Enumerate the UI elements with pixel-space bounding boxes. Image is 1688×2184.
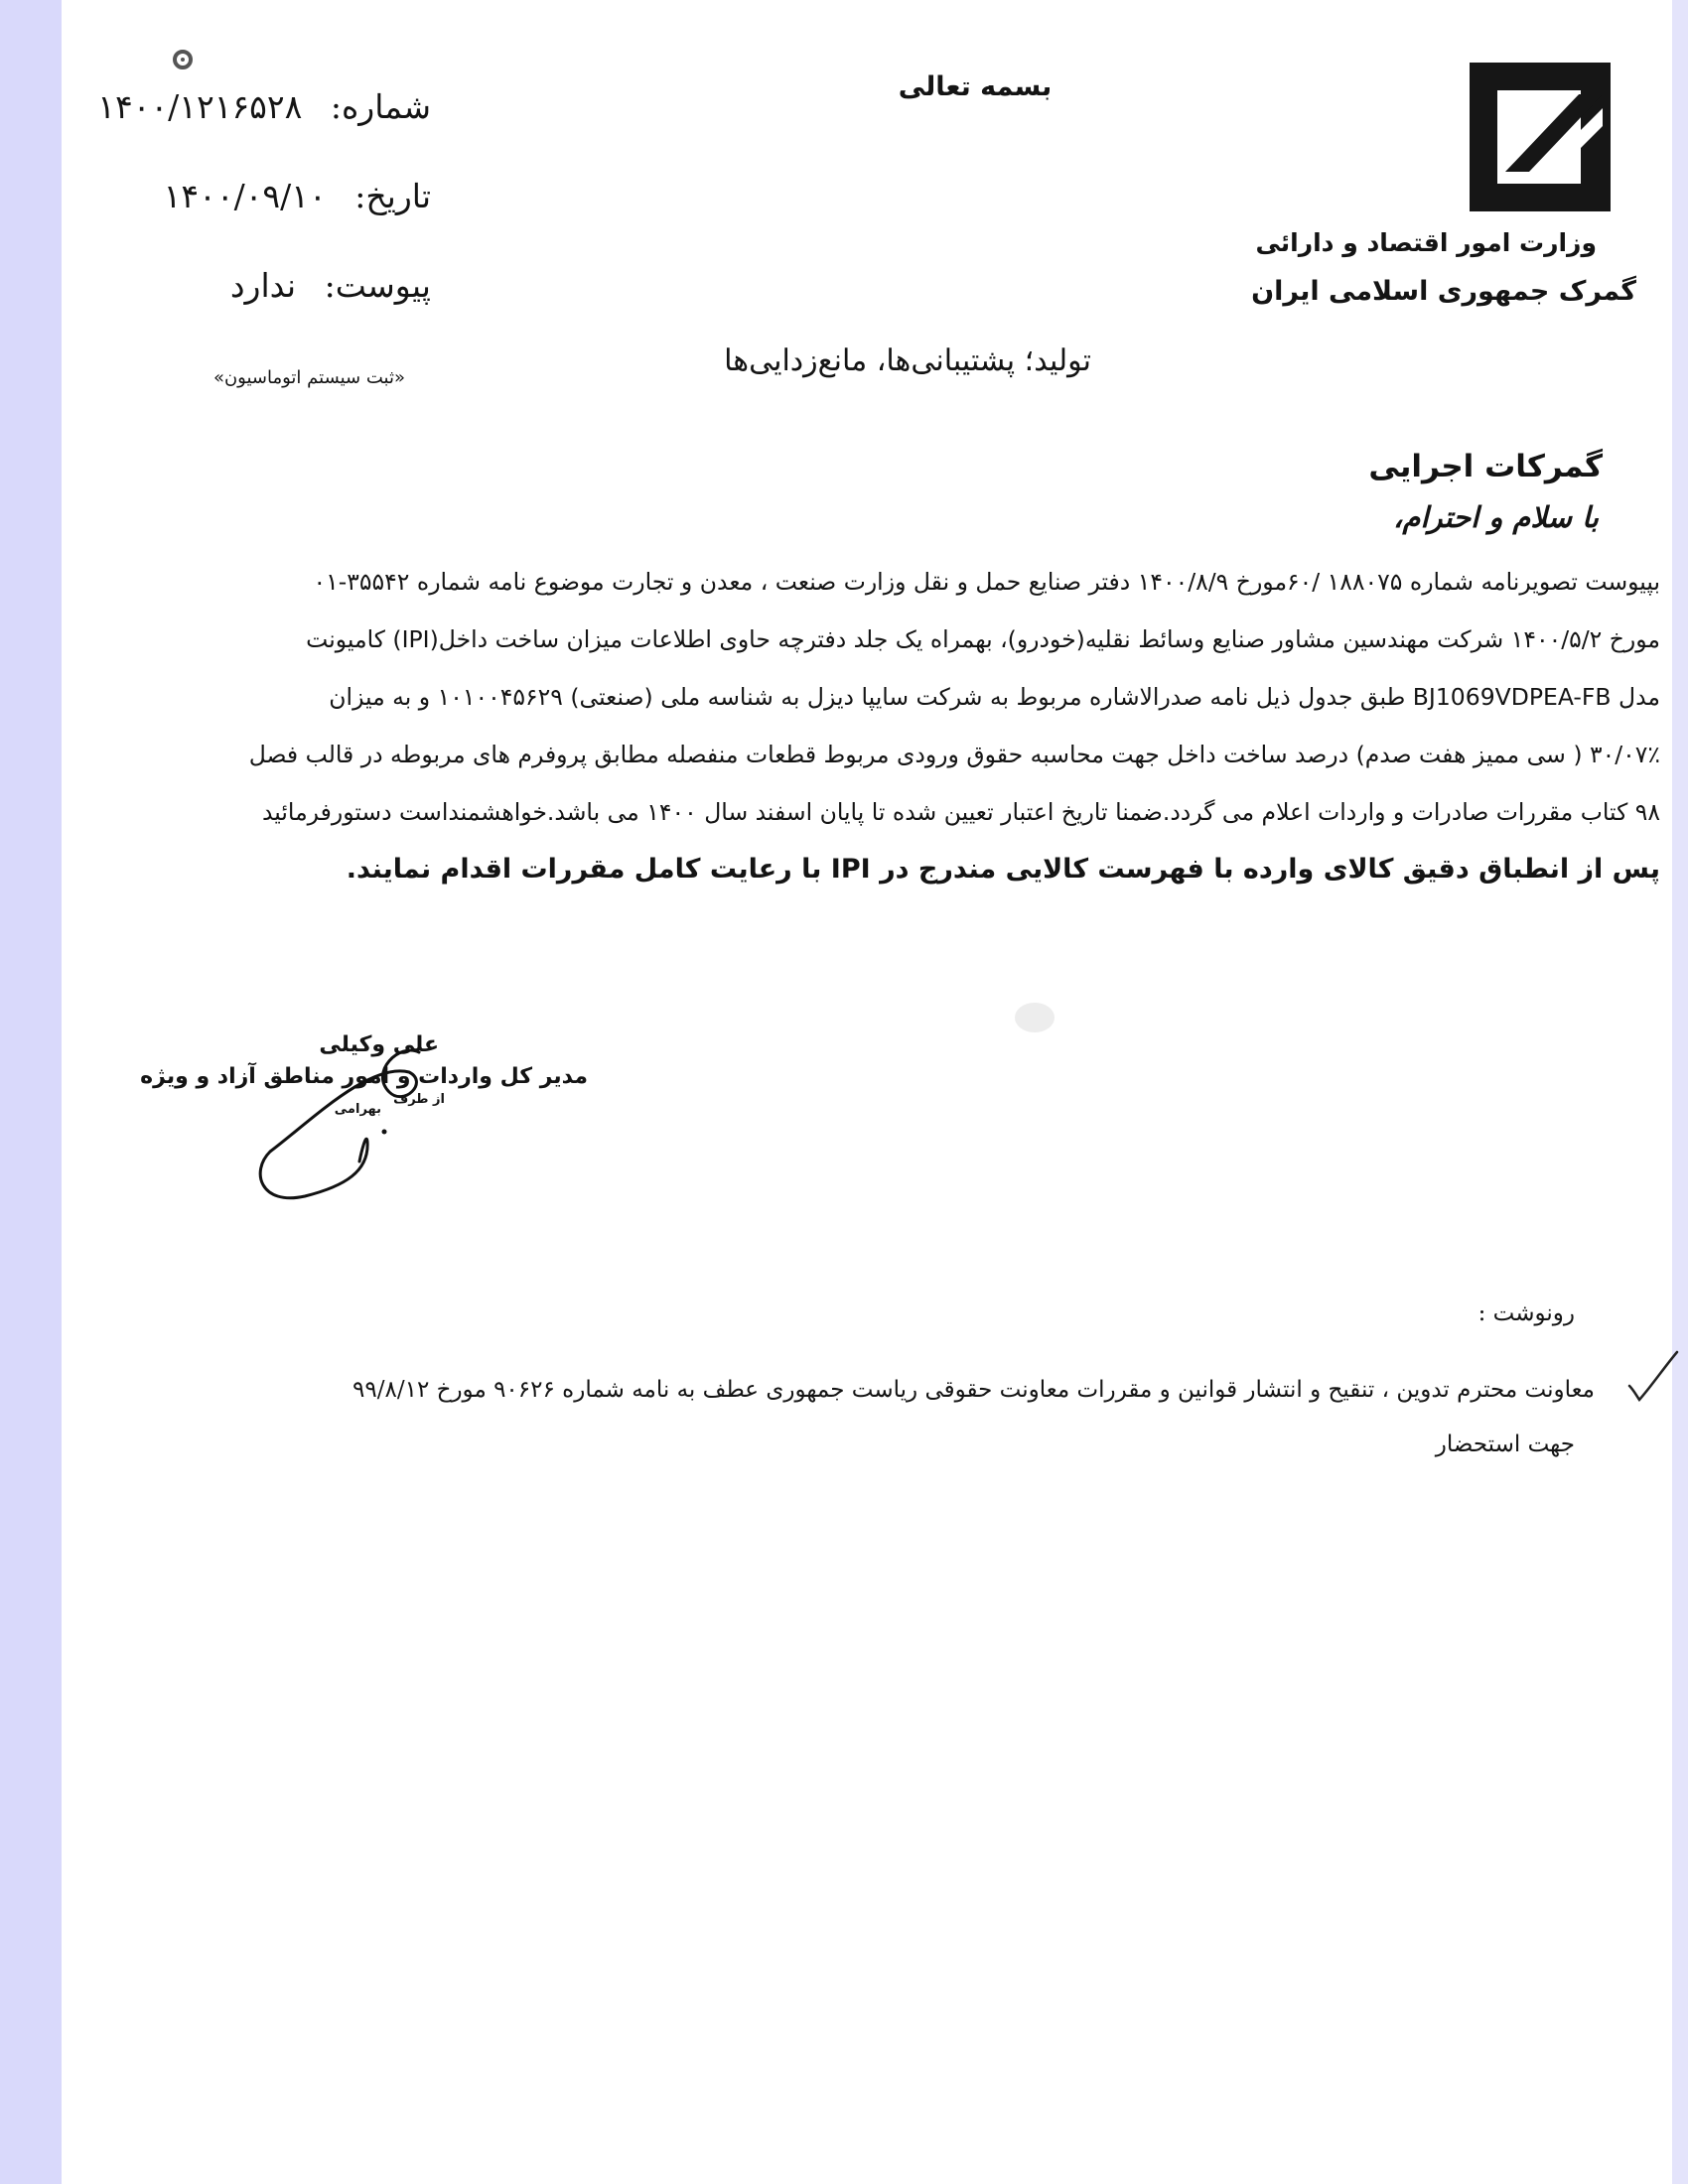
recipient: گمرکات اجرایی bbox=[1368, 449, 1603, 484]
greeting: با سلام و احترام، bbox=[1393, 500, 1599, 534]
body-line: مورخ ۱۴۰۰/۵/۲ شرکت مهندسین مشاور صنایع وسائط نقلیه(خودرو)، بهمراه یک جلد دفترچه حاوی اطلاعات میزان ساخت داخل(IPI) کامیونت bbox=[306, 625, 1660, 653]
body-line: ۳۰/۰۷٪ ( سی ممیز هفت صدم) درصد ساخت داخل جهت محاسبه حقوق ورودی مربوط قطعات منفصله مطابق پروفرم های مربوطه در قالب فصل bbox=[248, 741, 1660, 768]
letter-date bbox=[164, 177, 431, 215]
body-line: بپیوست تصویرنامه شماره ۱۸۸۰۷۵ /۶۰مورخ ۱۴۰۰/۸/۹ دفتر صنایع حمل و نقل وزارت صنعت ، معدن و تجارت موضوع نامه شماره ۳۵۵۴۲-۰۱ bbox=[313, 568, 1660, 596]
attachment-value: ندارد bbox=[229, 266, 297, 305]
letter-page bbox=[62, 0, 1672, 2184]
basmala-heading: بسمه تعالی bbox=[898, 71, 1053, 102]
scan-smudge bbox=[1015, 1003, 1055, 1032]
handwritten-signature bbox=[250, 1032, 508, 1201]
letter-attachment bbox=[230, 266, 431, 305]
number-value: ۱۴۰۰/۱۲۱۶۵۲۸ bbox=[97, 87, 303, 126]
attachment-label: پیوست: bbox=[324, 266, 431, 305]
letter-subject: تولید؛ پشتیبانی‌ها، مانع‌زدایی‌ها bbox=[724, 343, 1091, 378]
ministry-name: وزارت امور اقتصاد و دارائی bbox=[1255, 228, 1597, 257]
customs-emblem-icon bbox=[1462, 55, 1620, 218]
letter-number bbox=[97, 87, 431, 126]
date-value: ۱۴۰۰/۰۹/۱۰ bbox=[163, 177, 327, 215]
cc-purpose-line: جهت استحضار bbox=[1435, 1432, 1575, 1457]
punch-ring-icon bbox=[173, 50, 193, 69]
signatory-title: مدیر کل واردات و امور مناطق آزاد و ویژه bbox=[140, 1064, 588, 1089]
cc-heading: رونوشت : bbox=[1477, 1300, 1575, 1326]
letter-body bbox=[238, 553, 1660, 898]
customs-name: گمرک جمهوری اسلامی ایران bbox=[1251, 276, 1636, 307]
system-note: «ثبت سیستم اتوماسیون» bbox=[212, 367, 405, 388]
on-behalf-label: از طرف bbox=[393, 1092, 445, 1107]
date-label: تاریخ: bbox=[354, 177, 431, 215]
number-label: شماره: bbox=[330, 87, 431, 126]
check-mark-icon bbox=[1625, 1346, 1685, 1406]
signatory-name: علی وکیلی bbox=[319, 1032, 439, 1057]
scan-edge-right bbox=[1672, 0, 1688, 2184]
on-behalf-name: بهرامی bbox=[334, 1102, 381, 1117]
cc-recipient-line: معاونت محترم تدوین ، تنقیح و انتشار قوانین و مقررات معاونت حقوقی ریاست جمهوری عطف به نامه شماره ۹۰۶۲۶ مورخ ۹۹/۸/۱۲ bbox=[352, 1377, 1595, 1403]
body-emphasis-line: پس از انطباق دقیق کالای وارده با فهرست کالایی مندرج در IPI با رعایت کامل مقررات اقدام نمایند. bbox=[346, 854, 1660, 885]
body-line: ۹۸ کتاب مقررات صادرات و واردات اعلام می گردد.ضمنا تاریخ اعتبار تعیین شده تا پایان اسفند سال ۱۴۰۰ می باشد.خواهشمنداست دستورفرمائید bbox=[261, 798, 1660, 826]
scan-edge-left bbox=[0, 0, 62, 2184]
body-line: مدل BJ1069VDPEA-FB طبق جدول ذیل نامه صدرالاشاره مربوط به شرکت سایپا دیزل به شناسه ملی (صنعتی) ۱۰۱۰۰۴۵۶۲۹ و به میزان bbox=[329, 683, 1660, 711]
